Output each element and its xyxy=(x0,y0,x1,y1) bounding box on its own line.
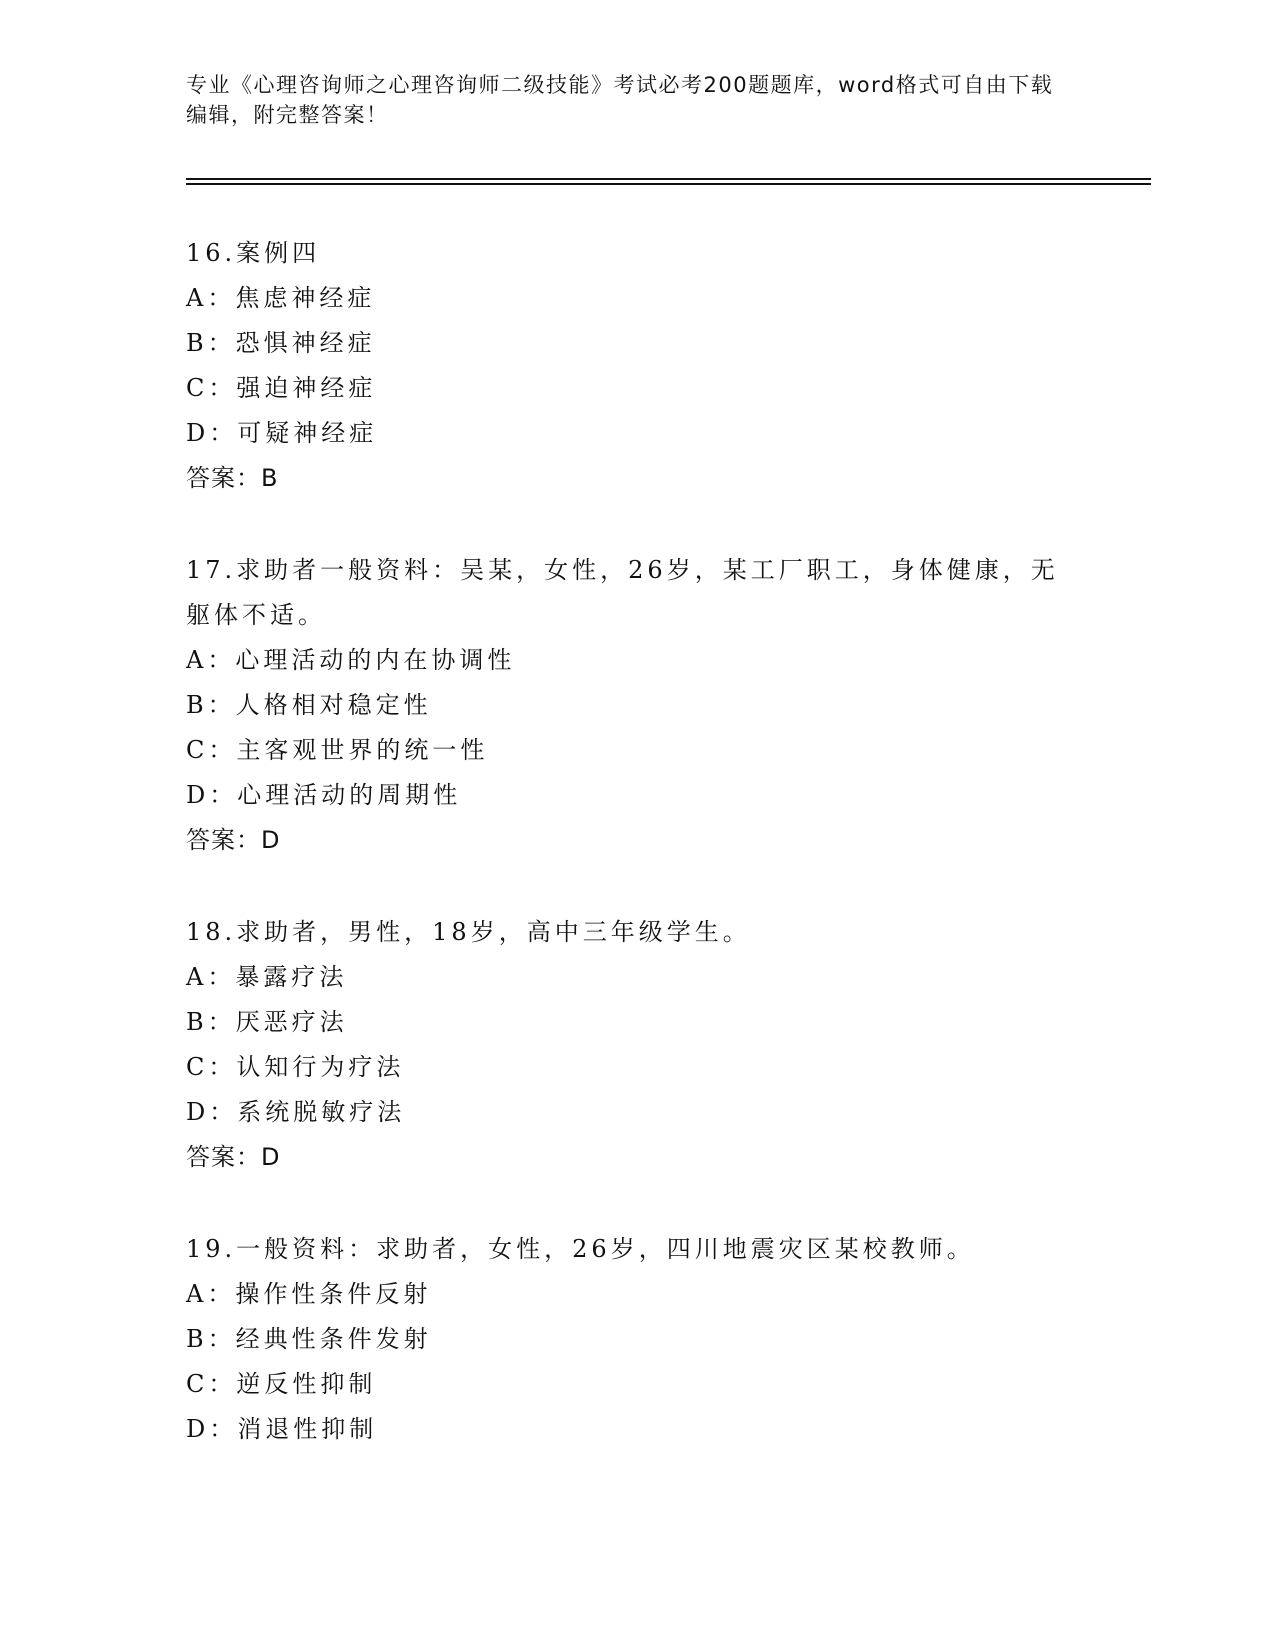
question-18 xyxy=(186,910,1086,1180)
option-d: D：心理活动的周期性 xyxy=(186,781,462,809)
question-stem: 19.一般资料：求助者，女性，26岁，四川地震灾区某校教师。 xyxy=(186,1235,975,1263)
option-a: A：焦虑神经症 xyxy=(186,284,376,312)
option-c: C：认知行为疗法 xyxy=(186,1053,405,1081)
option-b: B：人格相对稳定性 xyxy=(186,691,432,719)
question-stem: 18.求助者，男性，18岁，高中三年级学生。 xyxy=(186,918,751,946)
header-divider-top xyxy=(186,178,1151,180)
answer-line: 答案：D xyxy=(186,1143,281,1171)
option-d: D：消退性抑制 xyxy=(186,1415,378,1443)
option-d: D：可疑神经症 xyxy=(186,419,378,447)
option-b: B：经典性条件发射 xyxy=(186,1325,432,1353)
option-a: A：操作性条件反射 xyxy=(186,1280,432,1308)
option-c: C：主客观世界的统一性 xyxy=(186,736,489,764)
question-19 xyxy=(186,1227,1086,1452)
option-c: C：逆反性抑制 xyxy=(186,1370,377,1398)
question-stem: 16.案例四 xyxy=(186,239,321,267)
header-divider-bottom xyxy=(186,183,1151,185)
option-a: A：暴露疗法 xyxy=(186,963,348,991)
question-list xyxy=(186,231,1086,1452)
question-stem: 17.求助者一般资料：吴某，女性，26岁，某工厂职工，身体健康，无躯体不适。 xyxy=(186,556,1059,629)
option-b: B：恐惧神经症 xyxy=(186,329,376,357)
question-16 xyxy=(186,231,1086,501)
question-17 xyxy=(186,548,1086,863)
option-b: B：厌恶疗法 xyxy=(186,1008,348,1036)
option-c: C：强迫神经症 xyxy=(186,374,377,402)
option-d: D：系统脱敏疗法 xyxy=(186,1098,406,1126)
answer-line: 答案：B xyxy=(186,464,279,492)
document-header: 专业《心理咨询师之心理咨询师二级技能》考试必考200题题库，word格式可自由下载编辑，附完整答案！ xyxy=(186,73,1054,127)
answer-line: 答案：D xyxy=(186,826,281,854)
option-a: A：心理活动的内在协调性 xyxy=(186,646,516,674)
